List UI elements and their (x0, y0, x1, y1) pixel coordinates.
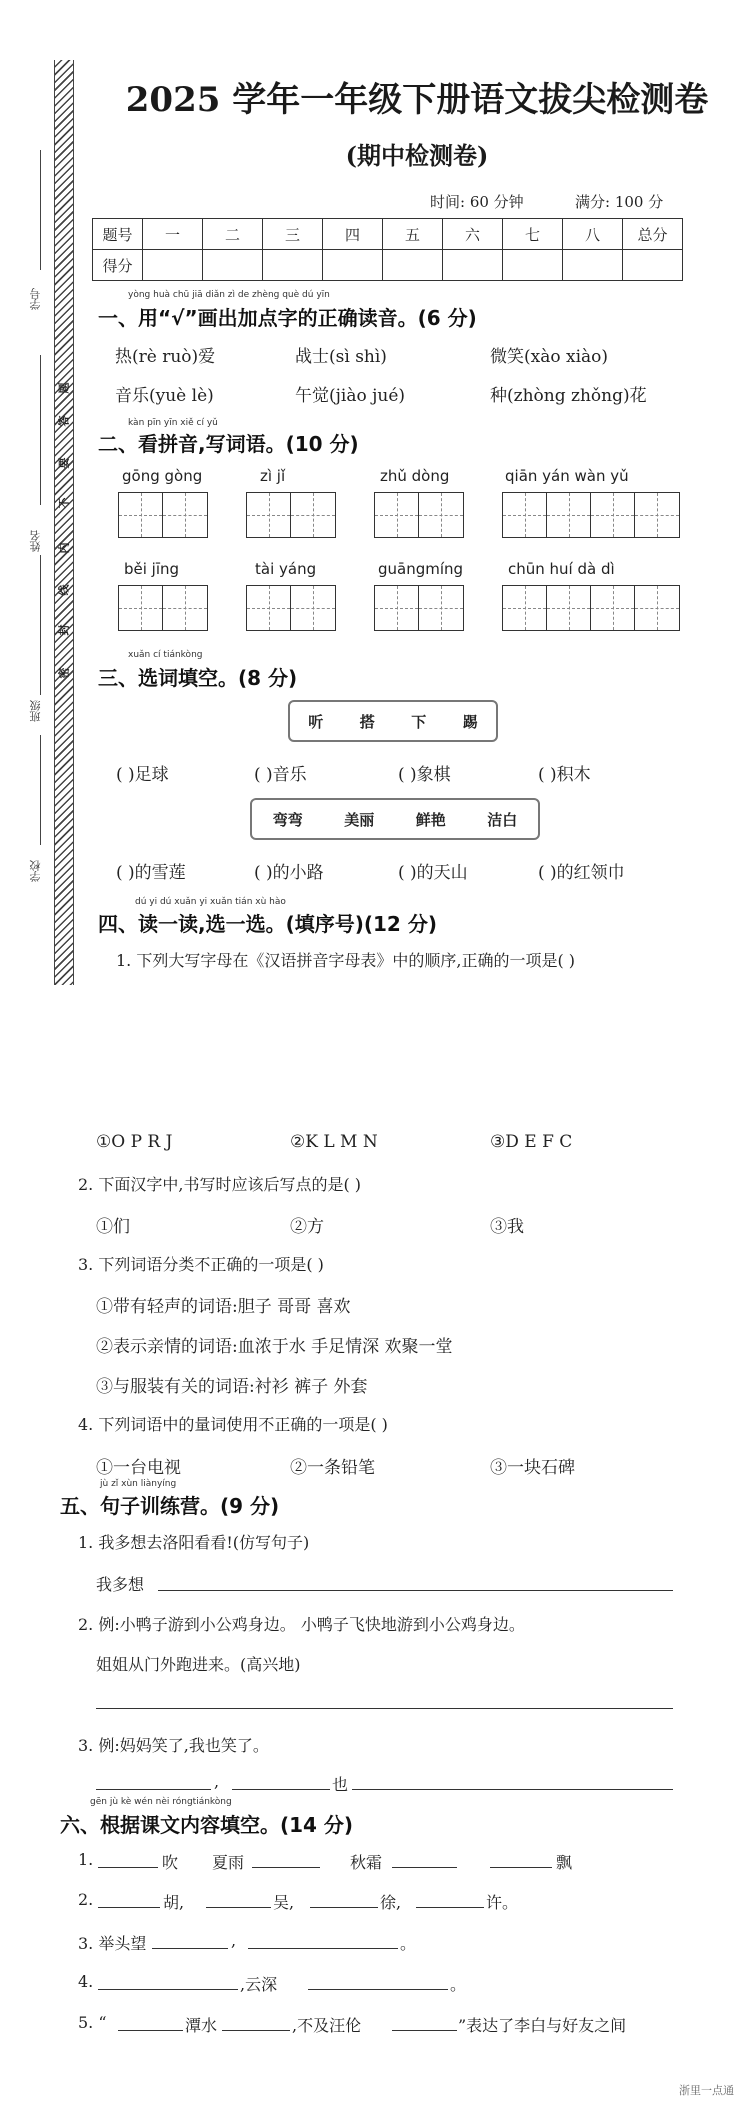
s4-option[interactable]: ②K L M N (290, 1132, 378, 1152)
binding-margin (0, 0, 88, 985)
tianzige-grid[interactable] (502, 492, 680, 538)
s1-item[interactable]: 热(rè ruò)爱 (115, 347, 216, 367)
section6-title: 六、根据课文内容填空。(14 分) (60, 1813, 354, 1837)
s4-question-4: 4. 下列词语中的量词使用不正确的一项是( ) (78, 1415, 388, 1434)
full-score: 满分: 100 分 (575, 193, 664, 211)
word-option: 听 (308, 712, 324, 731)
word-option: 美丽 (344, 810, 375, 829)
watermark-footer: 浙里一点通 (679, 2084, 734, 2097)
s4-question-1: 1. 下列大写字母在《汉语拼音字母表》中的顺序,正确的一项是( ) (116, 951, 576, 970)
s1-item[interactable]: 战士(sì shì) (295, 347, 387, 367)
s6-num: 1. (78, 1850, 94, 1869)
answer-line[interactable] (98, 1907, 160, 1908)
score-cell: 题号 (93, 219, 143, 250)
answer-line[interactable] (98, 1989, 238, 1990)
s3-blank[interactable]: ( )象棋 (398, 765, 451, 785)
s6-text: 秋霜 (350, 1853, 383, 1872)
s6-text: ”表达了李白与好友之间 (458, 2016, 627, 2035)
s4-option[interactable]: ②一条铅笔 (290, 1458, 375, 1478)
score-input[interactable] (443, 250, 503, 281)
seal-char: 要 (57, 457, 71, 469)
s3-blank[interactable]: ( )的红领巾 (538, 863, 625, 883)
word-option: 踢 (462, 712, 478, 731)
score-input[interactable] (143, 250, 203, 281)
seal-char: 密 (57, 667, 71, 679)
score-cell: 总分 (623, 219, 683, 250)
word-box-2 (250, 798, 540, 840)
s6-text: 吹 (162, 1853, 179, 1872)
tianzige-grid[interactable] (118, 585, 208, 631)
s4-option[interactable]: ②表示亲情的词语:血浓于水 手足情深 欢聚一堂 (96, 1337, 453, 1357)
answer-line[interactable] (416, 1907, 484, 1908)
binding-hatch (54, 60, 74, 985)
word-option: 弯弯 (272, 810, 303, 829)
seal-char: 答 (57, 415, 71, 427)
s4-option[interactable]: ②方 (290, 1217, 324, 1237)
student-no-label: 学号 (29, 288, 42, 310)
section5-pinyin: jù zǐ xùn liànyíng (100, 1479, 177, 1489)
tianzige-grid[interactable] (374, 492, 464, 538)
answer-line[interactable] (158, 1590, 673, 1591)
score-cell: 二 (203, 219, 263, 250)
s2-pinyin: tài yáng (255, 560, 317, 578)
s6-text: 5. “ (78, 2013, 107, 2032)
score-cell: 八 (563, 219, 623, 250)
page-subtitle: (期中检测卷) (345, 141, 489, 170)
s3-blank[interactable]: ( )足球 (116, 765, 169, 785)
word-option: 下 (411, 712, 427, 731)
s6-text: ,不及汪伦 (292, 2016, 362, 2035)
answer-line[interactable] (252, 1867, 320, 1868)
score-input[interactable] (383, 250, 443, 281)
s5-q1-prefix: 我多想 (96, 1575, 145, 1594)
section3-pinyin: xuǎn cí tiánkòng (128, 650, 203, 660)
answer-line[interactable] (232, 1789, 330, 1790)
s3-blank[interactable]: ( )的小路 (254, 863, 324, 883)
score-cell: 三 (263, 219, 323, 250)
s4-option[interactable]: ①带有轻声的词语:胆子 哥哥 喜欢 (96, 1297, 351, 1317)
s6-text: 。 (400, 1934, 417, 1953)
word-option: 洁白 (487, 810, 518, 829)
s6-num: 2. (78, 1890, 94, 1909)
s6-text: ,云深 (240, 1975, 278, 1994)
s6-text: 夏雨 (212, 1853, 245, 1872)
s5-q2-sub: 姐姐从门外跑进来。(高兴地) (96, 1655, 301, 1674)
score-table (92, 218, 683, 281)
s3-blank[interactable]: ( )的天山 (398, 863, 468, 883)
class-label: 班级 (29, 700, 42, 722)
word-option: 鲜艳 (415, 810, 446, 829)
section1-pinyin: yòng huà chū jiā diǎn zì de zhèng què dú yīn (128, 290, 330, 300)
score-value-row (93, 250, 683, 281)
s4-option[interactable]: ③我 (490, 1217, 524, 1237)
score-input[interactable] (563, 250, 623, 281)
seal-char: 不 (57, 497, 71, 509)
score-input[interactable] (503, 250, 563, 281)
score-cell: 五 (383, 219, 443, 250)
s6-text: 徐, (380, 1893, 402, 1912)
name-line (40, 355, 41, 505)
s4-option[interactable]: ①一台电视 (96, 1458, 181, 1478)
s2-pinyin: guāngmíng (378, 560, 464, 578)
score-label: 得分 (93, 250, 143, 281)
answer-line[interactable] (392, 2030, 457, 2031)
answer-line[interactable] (206, 1907, 271, 1908)
answer-line[interactable] (98, 1867, 158, 1868)
section4-pinyin: dú yi dú xuǎn yi xuǎn tián xù hào (135, 897, 286, 907)
student-no-line (40, 150, 41, 270)
score-input[interactable] (203, 250, 263, 281)
answer-line[interactable] (352, 1789, 673, 1790)
score-cell: 四 (323, 219, 383, 250)
answer-line[interactable] (96, 1789, 211, 1790)
s4-question-2: 2. 下面汉字中,书写时应该后写点的是( ) (78, 1175, 362, 1194)
seal-char: 线 (57, 584, 71, 596)
s6-text: 许。 (486, 1893, 519, 1912)
answer-line[interactable] (222, 2030, 290, 2031)
s1-item[interactable]: 午觉(jiào jué) (295, 386, 406, 406)
s6-text: 吴, (273, 1893, 295, 1912)
s3-blank[interactable]: ( )积木 (538, 765, 591, 785)
s4-option[interactable]: ③一块石碑 (490, 1458, 575, 1478)
s4-option[interactable]: ③D E F C (490, 1132, 573, 1152)
section5-title: 五、句子训练营。(9 分) (60, 1494, 280, 1518)
s5-question-2: 2. 例:小鸭子游到小公鸡身边。 小鸭子飞快地游到小公鸡身边。 (78, 1615, 525, 1634)
s3-blank[interactable]: ( )音乐 (254, 765, 307, 785)
tianzige-grid[interactable] (246, 585, 336, 631)
answer-line[interactable] (96, 1708, 673, 1709)
section3-title: 三、选词填空。(8 分) (98, 666, 298, 690)
s6-num: 4. (78, 1972, 94, 1991)
seal-char: 题 (57, 382, 71, 394)
answer-line[interactable] (490, 1867, 552, 1868)
s5-q3-ye: 也 (332, 1775, 349, 1794)
s2-pinyin: qiān yán wàn yǔ (505, 467, 629, 485)
class-line (40, 555, 41, 695)
score-cell: 七 (503, 219, 563, 250)
answer-line[interactable] (392, 1867, 457, 1868)
school-label: 学校 (29, 860, 42, 882)
s4-question-3: 3. 下列词语分类不正确的一项是( ) (78, 1255, 324, 1274)
section2-pinyin: kàn pīn yīn xiě cí yǔ (128, 418, 218, 428)
score-header-row (93, 219, 683, 250)
word-box-1 (288, 700, 498, 742)
score-input[interactable] (623, 250, 683, 281)
name-label: 姓名 (29, 530, 42, 552)
s6-text: 。 (450, 1975, 467, 1994)
answer-line[interactable] (248, 1948, 398, 1949)
s6-text: 潭水 (185, 2016, 218, 2035)
s2-pinyin: zì jǐ (260, 467, 286, 485)
section2-title: 二、看拼音,写词语。(10 分) (98, 432, 359, 456)
score-cell: 六 (443, 219, 503, 250)
section1-title: 一、用“√”画出加点字的正确读音。(6 分) (98, 306, 477, 330)
section6-pinyin: gēn jù kè wén nèi róngtiánkòng (90, 1797, 232, 1807)
s5-question-1: 1. 我多想去洛阳看看!(仿写句子) (78, 1533, 310, 1552)
s6-text: 胡, (163, 1893, 185, 1912)
tianzige-grid[interactable] (246, 492, 336, 538)
s1-item[interactable]: 音乐(yuè lè) (115, 386, 214, 406)
page-title: 2025 学年一年级下册语文拔尖检测卷 (125, 80, 709, 120)
exam-time: 时间: 60 分钟 (430, 193, 524, 211)
seal-char: 封 (57, 624, 71, 636)
s1-item[interactable]: 种(zhòng zhǒng)花 (490, 386, 647, 406)
tianzige-grid[interactable] (374, 585, 464, 631)
tianzige-grid[interactable] (502, 585, 680, 631)
score-input[interactable] (263, 250, 323, 281)
s4-option[interactable]: ③与服装有关的词语:衬衫 裤子 外套 (96, 1377, 368, 1397)
s4-option[interactable]: ①O P R J (96, 1132, 173, 1152)
answer-line[interactable] (308, 1989, 448, 1990)
school-line (40, 735, 41, 845)
score-cell: 一 (143, 219, 203, 250)
s6-text: , (231, 1931, 237, 1950)
word-option: 搭 (359, 712, 375, 731)
s5-q3-comma: , (214, 1772, 220, 1791)
s2-pinyin: běi jīng (124, 560, 180, 578)
tianzige-grid[interactable] (118, 492, 208, 538)
seal-char: 内 (57, 542, 71, 554)
s3-blank[interactable]: ( )的雪莲 (116, 863, 186, 883)
s2-pinyin: zhǔ dòng (380, 467, 450, 485)
score-input[interactable] (323, 250, 383, 281)
s2-pinyin: chūn huí dà dì (508, 560, 615, 578)
s6-text: 3. 举头望 (78, 1934, 147, 1953)
answer-line[interactable] (310, 1907, 378, 1908)
section4-title: 四、读一读,选一选。(填序号)(12 分) (98, 912, 437, 936)
answer-line[interactable] (118, 2030, 183, 2031)
s6-text: 飘 (556, 1853, 573, 1872)
s2-pinyin: gōng gòng (122, 467, 203, 485)
s4-option[interactable]: ①们 (96, 1217, 130, 1237)
s1-item[interactable]: 微笑(xào xiào) (490, 347, 609, 367)
answer-line[interactable] (152, 1948, 228, 1949)
s5-question-3: 3. 例:妈妈笑了,我也笑了。 (78, 1736, 269, 1755)
